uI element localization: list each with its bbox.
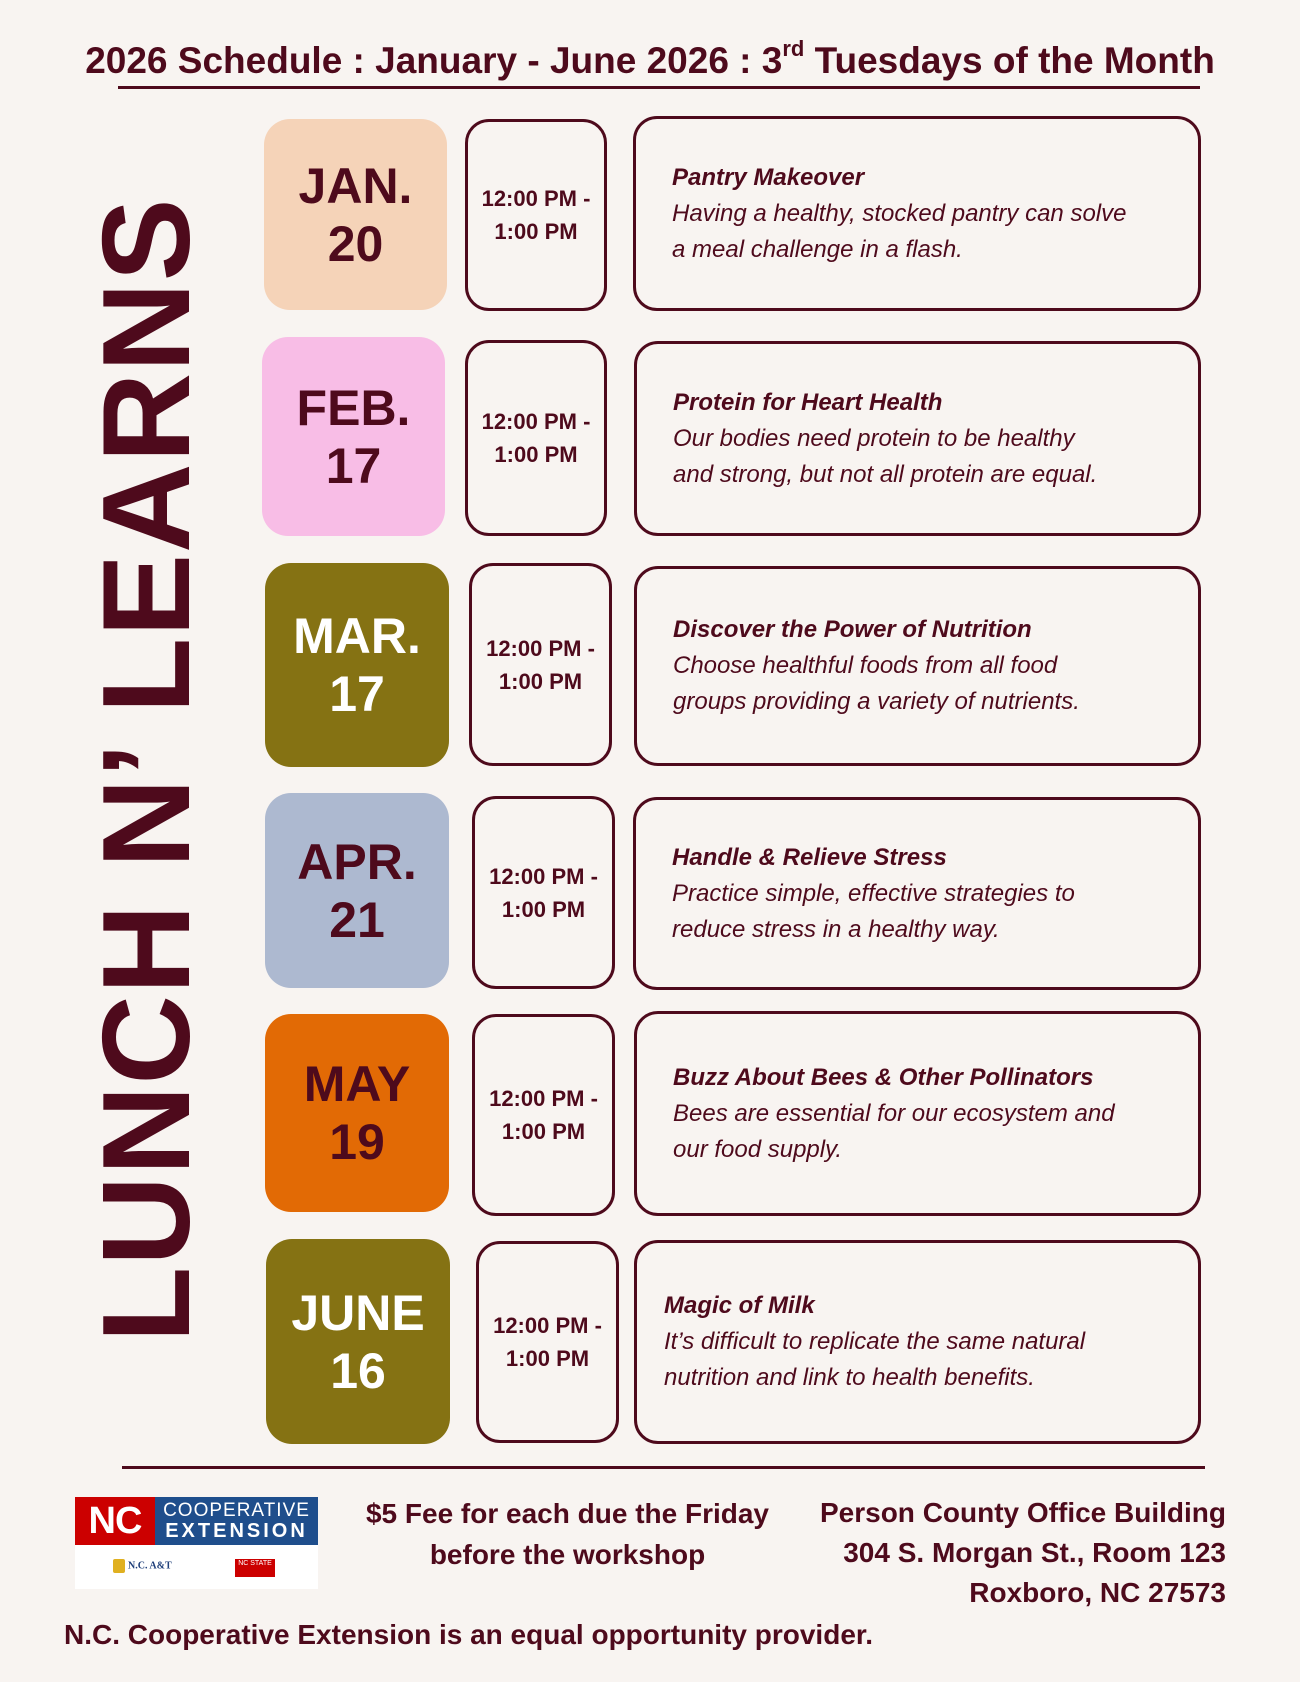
time-start: 12:00 PM - <box>493 1313 602 1338</box>
date-day: 19 <box>329 1114 385 1170</box>
time-end: 1:00 PM <box>501 896 586 922</box>
time-end: 1:00 PM <box>505 1346 590 1371</box>
session-description-line1: Our bodies need protein to be healthy <box>673 424 1075 452</box>
session-description-line2: our food supply. <box>673 1135 842 1163</box>
description-box <box>634 566 1201 766</box>
ram-icon <box>113 1559 125 1573</box>
time-start: 12:00 PM - <box>489 863 598 889</box>
time-start: 12:00 PM - <box>489 1086 598 1111</box>
top-divider <box>118 86 1200 89</box>
date-box <box>266 1239 450 1444</box>
date-box <box>262 337 445 536</box>
session-title: Handle & Relieve Stress <box>672 843 947 871</box>
logo-wordmark <box>155 1497 318 1545</box>
time-box <box>476 1241 619 1443</box>
time-end: 1:00 PM <box>494 442 578 467</box>
fee-line1: $5 Fee for each due the Friday <box>365 1498 770 1529</box>
date-box <box>265 793 449 988</box>
location-line2: 304 S. Morgan St., Room 123 <box>843 1537 1226 1568</box>
date-month: FEB. <box>296 379 411 436</box>
description-box <box>633 116 1201 311</box>
date-box <box>265 1014 449 1212</box>
session-title: Buzz About Bees & Other Pollinators <box>673 1063 1094 1091</box>
session-description-line1: Having a healthy, stocked pantry can solve <box>672 199 1127 227</box>
time-box <box>469 563 612 766</box>
time-end: 1:00 PM <box>494 219 578 244</box>
session-description-line2: groups providing a variety of nutrients. <box>673 688 1080 715</box>
date-month: APR. <box>297 833 417 890</box>
session-description-line2: and strong, but not all protein are equal. <box>673 460 1098 488</box>
time-box <box>472 1014 615 1216</box>
date-day: 20 <box>327 215 384 272</box>
time-box <box>465 340 607 536</box>
time-end: 1:00 PM <box>498 668 583 694</box>
session-description-line1: Practice simple, effective strategies to <box>672 879 1075 907</box>
session-description-line1: Bees are essential for our ecosystem and <box>673 1099 1115 1127</box>
date-day: 17 <box>325 437 382 494</box>
heading-suffix: Tuesdays of the Month <box>804 40 1215 81</box>
date-day: 21 <box>329 891 385 948</box>
heading-superscript: rd <box>782 36 805 61</box>
session-title: Discover the Power of Nutrition <box>673 616 1032 643</box>
time-start: 12:00 PM - <box>486 635 595 661</box>
session-description-line1: Choose healthful foods from all food <box>673 652 1058 679</box>
location-line3: Roxboro, NC 27573 <box>969 1577 1226 1608</box>
logo-nc: NC <box>75 1497 155 1545</box>
date-month: MAY <box>303 1056 411 1112</box>
time-start: 12:00 PM - <box>481 409 591 434</box>
fee-line2: before the workshop <box>429 1539 706 1570</box>
time-end: 1:00 PM <box>501 1119 586 1144</box>
session-description-line2: nutrition and link to health benefits. <box>664 1364 1035 1391</box>
session-description-line2: reduce stress in a healthy way. <box>672 915 1000 943</box>
nc-cooperative-extension-logo <box>75 1497 318 1589</box>
date-month: MAR. <box>293 608 421 664</box>
date-day: 17 <box>329 666 385 722</box>
session-title: Pantry Makeover <box>672 163 865 191</box>
time-box <box>472 796 615 989</box>
equal-opportunity-disclaimer: N.C. Cooperative Extension is an equal opportunity provider. <box>64 1619 874 1650</box>
description-box <box>634 1240 1201 1444</box>
time-box <box>465 119 607 311</box>
time-start: 12:00 PM - <box>481 186 591 211</box>
description-box <box>634 341 1201 536</box>
ncat-label: N.C. A&T <box>128 1560 172 1572</box>
side-title: LUNCH N’ LEARNS <box>78 197 216 1343</box>
description-box <box>633 797 1201 990</box>
session-description-line1: It’s difficult to replicate the same natural <box>664 1328 1086 1355</box>
location-address <box>780 1493 1226 1613</box>
date-box <box>265 563 449 767</box>
session-title: Magic of Milk <box>664 1292 815 1319</box>
heading-prefix: 2026 Schedule : January - June 2026 : 3 <box>85 40 783 81</box>
session-title: Protein for Heart Health <box>673 388 943 416</box>
date-day: 16 <box>330 1342 386 1399</box>
date-month: JUNE <box>291 1284 425 1341</box>
schedule-heading <box>0 36 1300 82</box>
date-box <box>264 119 447 310</box>
session-description-line2: a meal challenge in a flash. <box>672 235 963 263</box>
ncstate-logo: NC STATE <box>235 1559 275 1577</box>
location-line1: Person County Office Building <box>819 1497 1226 1528</box>
ncat-logo <box>113 1559 172 1573</box>
logo-extension: EXTENSION <box>165 1520 308 1542</box>
date-month: JAN. <box>298 157 413 214</box>
fee-notice <box>355 1494 780 1575</box>
bottom-divider <box>122 1466 1205 1469</box>
logo-cooperative: COOPERATIVE <box>163 1500 310 1521</box>
description-box <box>634 1011 1201 1216</box>
